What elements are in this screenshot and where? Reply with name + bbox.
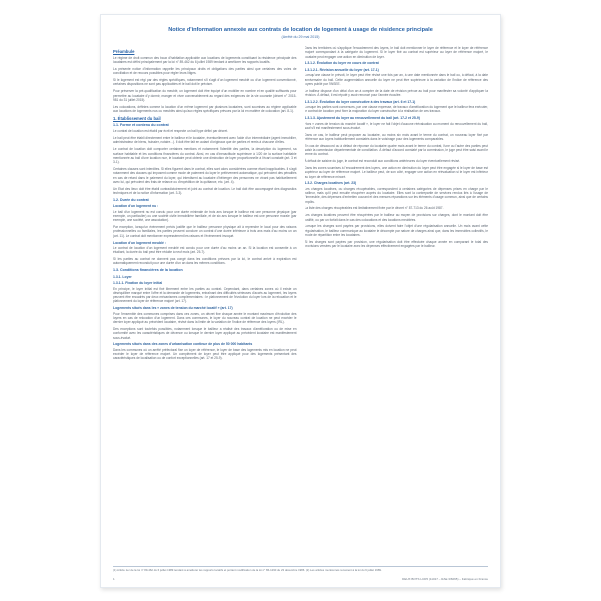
paragraph: À défaut de saisine du juge, le contrat est reconduit aux conditions antérieures du loyer éventuellement révisé. xyxy=(304,159,461,164)
subsection-heading: 1.2. Durée du contrat xyxy=(113,197,149,202)
paragraph: Le contrat de location est établi par écrit et respecte un bail type défini par décret. xyxy=(113,129,228,134)
paragraph: Le bail d'un logement nu est conclu pour une durée minimale de trois ans lorsque le bailleur est une personne physique (par exemple, un particulier) ou une société civile immobilière familiale, et de six ans lorsque le bailleur est une personne morale (par exemple, une société, une association). xyxy=(113,209,297,223)
paragraph: Dans les zones soumises à l'encadrement des loyers, une action en diminution du loyer peut être engagée si le loyer de base est supérieur au loyer de référence majoré. Le bailleur peut, de son côté, engager une action en réévaluation si le loyer est inférieur au loyer de référence minoré. xyxy=(304,165,488,179)
paragraph: Dans les communes où un arrêté préfectoral fixe un loyer de référence, le loyer de base des logements mis en location ne peut excéder le loyer de référence majoré. Un complément de loyer peut être appliqué pour des logements présentant des caractéristiques de localisation ou de confort exceptionnelles (art. 17 et 25-9). xyxy=(113,347,297,361)
sub-subsection-heading: 1.3.1.2. Évolution du loyer en cours de contrat xyxy=(304,61,379,66)
paragraph: Un Etat des lieux doit être établi contradictoirement et joint au contrat de location. Le bail doit être accompagné des diagnostics techniques et de la notice d'information (art. 3-3). xyxy=(113,186,297,195)
document-subtitle: (Arrêté du 29 mai 2015) xyxy=(281,35,320,39)
sub-subsection-heading: Logements situés dans des zones d'urbanisation continue de plus de 50 000 habitants xyxy=(113,342,253,347)
document-title: Notice d'information annexée aux contrats de location de logement à usage de résidence principale xyxy=(168,27,433,33)
paragraph: Dans les territoires où s'applique l'encadrement des loyers, le bail doit mentionner le loyer de référence et le loyer de référence majoré correspondant à la catégorie du logement. Si le loyer fixé au contrat est supérieur au loyer de référence majoré, le locataire peut engager une action en diminution de loyer. xyxy=(304,46,488,59)
page-number: 1 xyxy=(113,577,115,581)
paragraph: Les charges locatives peuvent être récupérées par le bailleur au moyen de provisions sur charges, dont le montant doit être justifié, ou par un forfait dans le cas des colocations et des locations meublées. xyxy=(304,213,488,222)
paragraph: Le bail peut être établi directement entre le bailleur et le locataire, éventuellement avec l'aide d'un intermédiaire (agent immobilier, administrateur de biens, huissier, notaire...). Il doit être fait en autant d'originaux que de parties et remis à chacune d'elles. xyxy=(113,136,297,145)
paragraph: Hors « zones de tension du marché locatif », le loyer ne fait l'objet d'aucune réévaluation au moment du renouvellement du bail, sauf s'il est manifestement sous-évalué. xyxy=(304,121,488,130)
paragraph: La liste des charges récupérables est limitativement fixée par le décret n° 87-713 du 26 août 1987. xyxy=(304,206,444,211)
paragraph: Lorsque les parties sont convenues, par une clause expresse, de travaux d'amélioration du logement que le bailleur fera exécuter, le contrat de location peut fixer la majoration du loyer consécutive à la réalisation de ces travaux. xyxy=(304,105,488,114)
sub-subsection-heading: 1.3.1.2.1. Révision annuelle du loyer (art. 17-1) xyxy=(304,67,379,72)
paragraph: La présente notice d'information rappelle les principaux droits et obligations des parties ainsi que certaines des voies de conciliation et de recours possibles pour régler leurs litiges. xyxy=(113,67,297,76)
sub-subsection-heading: 1.3.2. Charges locatives (art. 23) xyxy=(304,181,357,186)
print-reference: DEUX BOTS LCD5 (11017 – RAE 3/6065) – Fabriqué en France xyxy=(402,577,488,581)
paragraph: Par exception, lorsqu'un événement précis justifie que le bailleur personne physique ait à reprendre le local pour des raisons professionnelles ou familiales, les parties peuvent conclure un contrat d'une durée inférieure à trois ans mais d'au moins un an (art. 11). Le contrat doit mentionner expressément les raisons et l'événement invoqué. xyxy=(113,225,297,238)
footnote: (1) Article 1er de la loi n° 89-462 du 6 juillet 1989 tendant à améliorer les rapports locatifs et portant modification de la loi n° 86-1290 du 23 décembre 1986. (2) Les articles mentionnés renvoient à la loi du 6 juillet 1989. xyxy=(113,566,488,573)
paragraph: Si le logement est régi par des règles spécifiques, notamment s'il s'agit d'un logement meublé ou d'un logement conventionné, certaines dispositions ne sont pas applicables et le bail doit le préciser. xyxy=(113,78,297,87)
paragraph: Pour préserver la pré-qualification du meublé, un logement doit être équipé d'un mobilier en nombre et en qualité suffisants pour permettre au locataire d'y dormir, manger et vivre convenablement au regard des exigences de la vie courante (décret n° 2015-981 du 31 juillet 2015). xyxy=(113,89,297,102)
paragraph: En principe, le loyer initial est fixé librement entre les parties au contrat. Cependant, dans certaines zones où il existe un déséquilibre marqué entre l'offre et la demande de logements, entraînant des difficultés sérieuses d'accès au logement, les loyers peuvent être encadrés par deux mécanismes complémentaires : le plafonnement de l'évolution du loyer lors de la relocation et le plafonnement du loyer de référence majoré (art. 17). xyxy=(113,286,297,304)
left-column xyxy=(113,46,297,551)
paragraph: Lorsqu'une clause le prévoit, le loyer peut être révisé une fois par an, à une date mentionnée dans le bail ou, à défaut, à la date anniversaire du bail. Cette augmentation annuelle du loyer ne peut être supérieure à la variation de l'indice de référence des loyers publié par l'INSEE. xyxy=(304,73,488,86)
paragraph: En cas de désaccord ou à défaut de réponse du locataire quatre mois avant le terme du contrat, l'une ou l'autre des parties peut saisir la commission départementale de conciliation. À défaut d'accord constaté par la commission, le juge peut être saisi avant le terme du contrat. xyxy=(304,143,488,157)
document-body xyxy=(113,46,488,551)
paragraph: Si les parties au contrat ne donnent pas congé dans les conditions prévues par la loi, le contrat arrivé à expiration est automatiquement reconduit pour une durée d'un an dans les mêmes conditions. xyxy=(113,257,297,266)
sub-subsection-heading: 1.3.1.3. Ajustement du loyer au renouvellement du bail (art. 17-2 et 25-9) xyxy=(304,116,420,121)
paragraph: Lorsque les charges sont payées par provisions, elles doivent faire l'objet d'une régularisation annuelle. Un mois avant cette régularisation, le bailleur communique au locataire le décompte par nature de charges ainsi que, dans les immeubles collectifs, le mode de répartition entre les locataires. xyxy=(304,224,488,237)
sub-subsection-heading: 1.3.1. Loyer xyxy=(113,274,132,279)
paragraph: Le contrat de location d'un logement meublé est conclu pour une durée d'au moins un an. Si la location est consentie à un étudiant, la durée du bail peut être réduite à neuf mois (art. 25-7). xyxy=(113,245,297,255)
sub-subsection-heading: Location d'un logement meublé : xyxy=(113,240,166,245)
paragraph: Pour l'ensemble des communes comprises dans ces zones, un décret fixe chaque année le montant maximum d'évolution des loyers en cas de relocation d'un logement. Dans ces communes, le loyer du nouveau contrat de location ne peut excéder le dernier loyer appliqué au précédent locataire, révisé dans la limite de la variation de l'indice de référence des loyers (IRL). xyxy=(113,311,297,325)
paragraph: Le contrat de location doit comporter certaines mentions et notamment l'identité des parties, la description du logement, sa surface habitable et les conditions financières du contrat. Ainsi, en cas d'inexactitude supérieure à 1/20 de la surface habitable mentionnée au bail d'une location nue, le locataire peut obtenir une diminution de loyer proportionnelle à l'écart constaté (art. 3 et 3-1). xyxy=(113,147,297,165)
paragraph: Le régime de droit commun des baux d'habitation applicable aux locations de logements constituant la résidence principale des locataires est défini principalement par la loi n° 89-462 du 6 juillet 1989 tendant à améliorer les rapports locatifs. xyxy=(113,56,297,65)
paragraph: Des exceptions sont toutefois possibles, notamment lorsque le bailleur a réalisé des travaux d'amélioration ou de mise en conformité avec les caractéristiques de décence ou lorsque le dernier loyer appliqué au précédent locataire est manifestement sous-évalué. xyxy=(113,326,297,340)
sub-subsection-heading: Logements situés dans les « zones de tension du marché locatif » (art. 17) xyxy=(113,306,233,311)
paragraph: Certaines clauses sont interdites. Si elles figurent dans le contrat, elles sont alors considérées comme étant inapplicables. Il s'agit notamment des clauses qui imposent comme mode de paiement du loyer le prélèvement automatique, qui prévoient des pénalités en cas de retard dans le paiement du loyer, qui interdisent au locataire d'héberger des personnes ne vivant pas habituellement avec lui, qui prévoient des frais de relance ou d'expédition de la quittance, etc. (art. 4). xyxy=(113,166,297,184)
document-page xyxy=(100,14,501,588)
paragraph: Les colocations, définies comme la location d'un même logement par plusieurs locataires, sont soumises au régime applicable aux locations de logements nus ou meublés ainsi qu'aux règles spécifiques prévues par la loi en matière de colocation (art. 8-1). xyxy=(113,104,297,113)
page-footer xyxy=(113,577,488,581)
subsection-heading: 1.1. Forme et contenu du contrat xyxy=(113,123,169,128)
right-column xyxy=(305,46,489,551)
paragraph: Le bailleur dispose d'un délai d'un an à compter de la date de révision prévue au bail pour manifester sa volonté d'appliquer la révision. À défaut, il est réputé y avoir renoncé pour l'année écoulée. xyxy=(304,88,488,97)
subsection-heading: 1.3. Conditions financières de la location xyxy=(113,268,183,273)
paragraph: Les charges locatives, ou charges récupérables, correspondent à certaines catégories de dépenses prises en charge par le bailleur, mais qu'il peut ensuite récupérer auprès du locataire. Elles sont la contrepartie de services rendus liés à l'usage de l'immeuble, des dépenses d'entretien courant et des menues réparations sur les éléments d'usage commun, ainsi que de certains impôts. xyxy=(304,186,488,204)
paragraph: Dans ce cas, le bailleur peut proposer au locataire, au moins six mois avant le terme du contrat, un nouveau loyer fixé par référence aux loyers habituellement constatés dans le voisinage pour des logements comparables. xyxy=(304,132,488,141)
sub-subsection-heading: Location d'un logement nu : xyxy=(113,204,159,209)
sub-subsection-heading: 1.3.1.2.2. Évolution du loyer consécutive à des travaux (art. 6 et 17-1) xyxy=(304,99,416,104)
sub-subsection-heading: 1.3.1.1. Fixation du loyer initial xyxy=(113,281,163,286)
section-heading: Préambule xyxy=(113,49,135,54)
paragraph: Si les charges sont payées par provision, une régularisation doit être effectuée chaque année en comparant le total des provisions versées par le locataire avec les dépenses effectivement engagées par le bailleur. xyxy=(304,239,488,249)
section-heading: 1. Établissement du bail xyxy=(113,116,161,122)
